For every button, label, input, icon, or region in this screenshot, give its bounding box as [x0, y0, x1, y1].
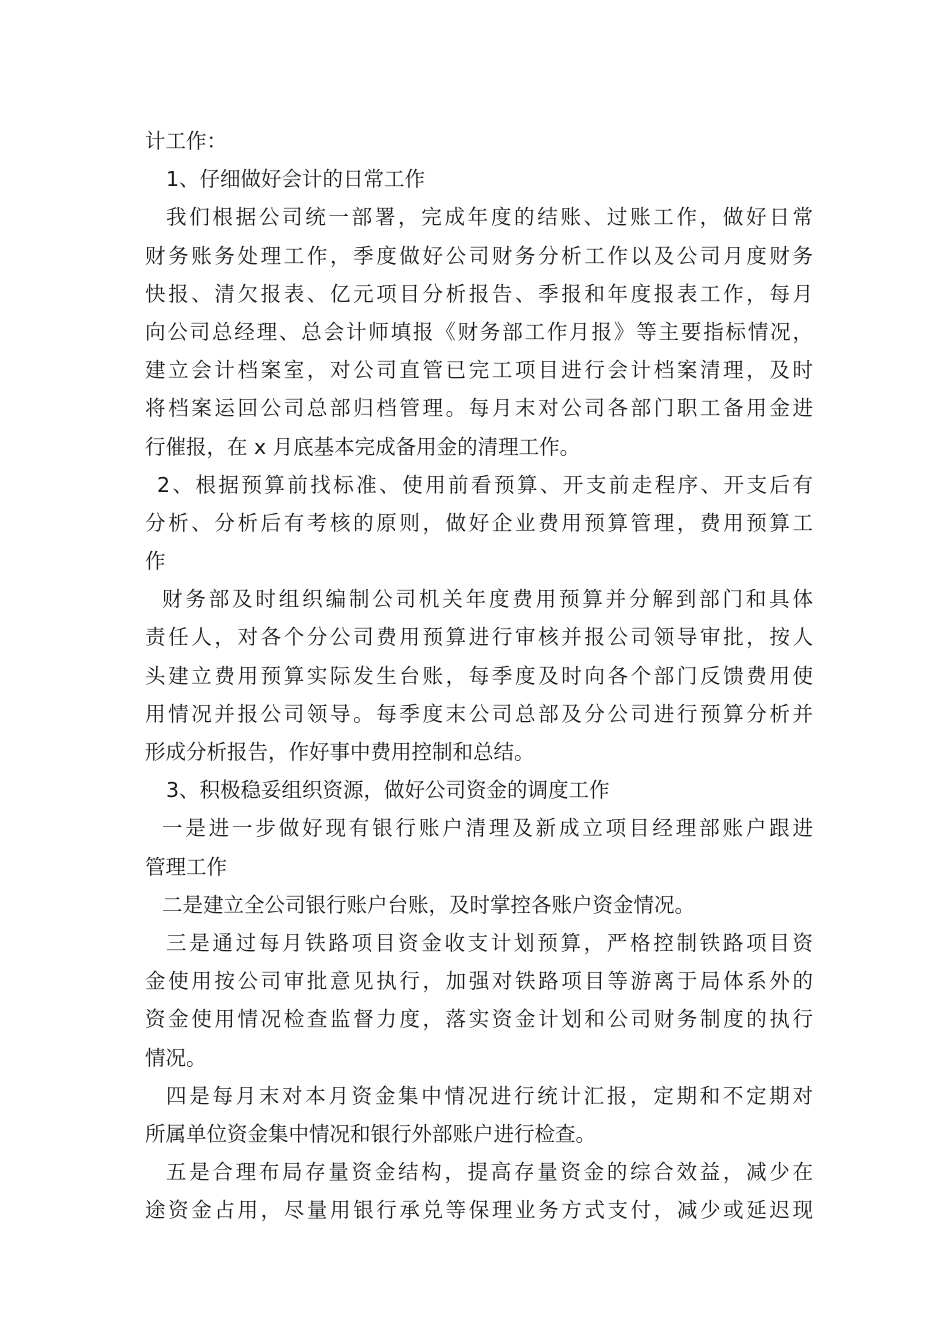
- text-line: 用情况并报公司领导。每季度末公司总部及分公司进行预算分析并: [145, 701, 813, 726]
- text-line: 财务账务处理工作，季度做好公司财务分析工作以及公司月度财务: [145, 243, 813, 268]
- text-line: 分析、分析后有考核的原则，做好企业费用预算管理，费用预算工: [145, 510, 813, 535]
- text-line: 计工作：: [145, 129, 227, 153]
- text-line: 建立会计档案室，对公司直管已完工项目进行会计档案清理，及时: [145, 358, 813, 383]
- text-line: 二是建立全公司银行账户台账，及时掌控各账户资金情况。: [162, 892, 695, 917]
- text-line: 四是每月末对本月资金集中情况进行统计汇报，定期和不定期对: [166, 1083, 813, 1108]
- text-line: 我们根据公司统一部署，完成年度的结账、过账工作，做好日常: [166, 205, 813, 230]
- text-line: 途资金占用，尽量用银行承兑等保理业务方式支付，减少或延迟现: [145, 1198, 813, 1223]
- text-line: 责任人，对各个分公司费用预算进行审核并报公司领导审批，按人: [145, 625, 813, 650]
- text-line: 头建立费用预算实际发生台账，每季度及时向各个部门反馈费用使: [145, 663, 813, 688]
- text-line: 所属单位资金集中情况和银行外部账户进行检查。: [145, 1121, 596, 1146]
- text-line: 1、仔细做好会计的日常工作: [166, 167, 426, 192]
- text-line: 三是通过每月铁路项目资金收支计划预算，严格控制铁路项目资: [166, 930, 813, 955]
- text-line: 2、根据预算前找标准、使用前看预算、开支前走程序、开支后有: [157, 472, 813, 497]
- text-line: 情况。: [145, 1045, 207, 1070]
- text-line: 金使用按公司审批意见执行，加强对铁路项目等游离于局体系外的: [145, 969, 813, 994]
- text-line: 行催报，在 x 月底基本完成备用金的清理工作。: [145, 434, 581, 459]
- text-line: 将档案运回公司总部归档管理。每月末对公司各部门职工备用金进: [145, 396, 813, 421]
- text-line: 管理工作: [145, 854, 227, 879]
- text-line: 五是合理布局存量资金结构，提高存量资金的综合效益，减少在: [166, 1160, 813, 1185]
- text-line: 向公司总经理、总会计师填报《财务部工作月报》等主要指标情况，: [145, 319, 813, 344]
- text-line: 作: [145, 549, 166, 574]
- text-line: 一是进一步做好现有银行账户清理及新成立项目经理部账户跟进: [162, 816, 813, 841]
- document-body: [145, 122, 813, 1229]
- text-line: 资金使用情况检查监督力度，落实资金计划和公司财务制度的执行: [145, 1007, 813, 1032]
- text-line: 形成分析报告，作好事中费用控制和总结。: [145, 740, 535, 764]
- text-line: 快报、清欠报表、亿元项目分析报告、季报和年度报表工作，每月: [145, 281, 813, 306]
- text-line: 3、积极稳妥组织资源，做好公司资金的调度工作: [166, 778, 610, 803]
- text-line: 财务部及时组织编制公司机关年度费用预算并分解到部门和具体: [162, 587, 813, 612]
